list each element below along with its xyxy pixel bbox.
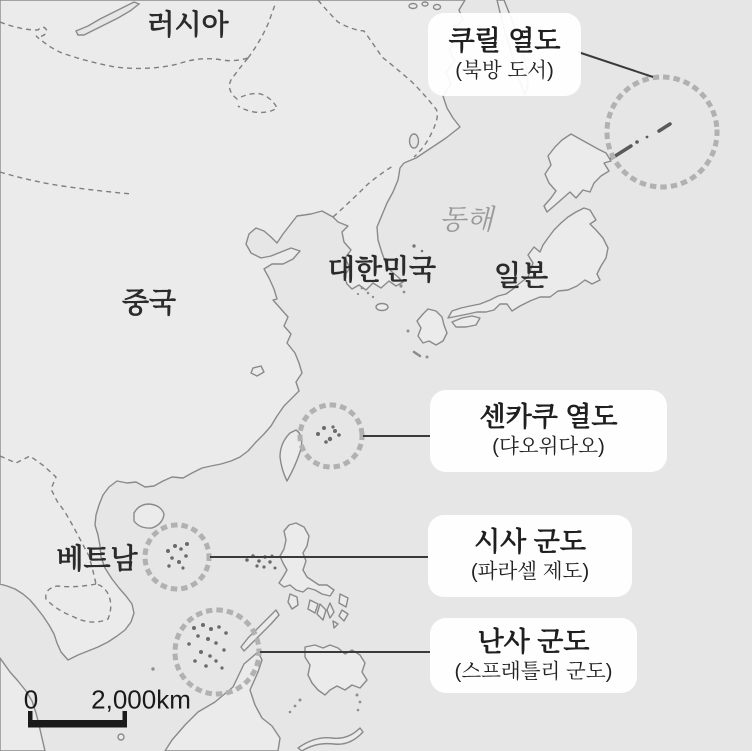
island-callout-title: 난사 군도: [477, 626, 590, 657]
scale-label-end: 2,000km: [91, 684, 191, 715]
country-label-vietnam: 베트남: [56, 543, 138, 574]
coast-jeju: [376, 304, 388, 311]
coast-bohol: [333, 621, 338, 628]
spratly-islands-circle: [175, 610, 259, 694]
islet-natuna: [118, 734, 124, 740]
islet-okhotsk-1: [409, 4, 417, 9]
island-callout-subtitle: (북방 도서): [455, 58, 554, 82]
sea-label-east-sea: 동해: [438, 203, 494, 236]
coast-luzon: [279, 523, 334, 596]
country-label-russia: 러시아: [147, 9, 229, 40]
coast-sulawesi: [298, 728, 363, 751]
coast-palawan: [241, 610, 279, 651]
coast-samar: [339, 594, 348, 607]
islet-okhotsk-3: [434, 5, 441, 10]
lake-khanka: [410, 134, 419, 148]
islet-ryukyu: [414, 352, 420, 356]
kuril-islets: [612, 124, 670, 158]
island-callout-subtitle: (스프래틀리 군도): [454, 659, 613, 683]
island-callout-title: 쿠릴 열도: [448, 25, 561, 56]
senkaku-islets: [316, 425, 341, 443]
coast-cebu: [327, 603, 334, 618]
coast-panay: [308, 600, 318, 613]
kuril-leader-line: [578, 52, 653, 77]
paracel-islands-circle: [145, 525, 209, 589]
island-callout-spratly: [430, 618, 637, 693]
spratly-islets: [187, 623, 228, 670]
island-callout-title: 시사 군도: [474, 527, 586, 558]
coast-hokkaido: [544, 134, 611, 212]
coast-mindoro: [288, 594, 298, 609]
country-label-china: 중국: [121, 287, 177, 318]
country-label-south-korea: 대한민국: [327, 254, 437, 285]
island-callout-subtitle: (파라셀 제도): [470, 560, 590, 584]
paracel-islets: [166, 542, 189, 570]
coast-leyte: [339, 610, 348, 621]
coast-malay-peninsula: [0, 658, 45, 751]
island-callout-paracel: [428, 515, 632, 597]
kuril-islands-circle: [607, 77, 717, 187]
coast-hainan: [134, 504, 164, 528]
scale-label-start: 0: [23, 684, 39, 715]
coast-kyushu: [417, 309, 447, 345]
coast-shikoku: [452, 316, 480, 327]
islet-okhotsk-2: [422, 2, 428, 6]
island-callout-senkaku: [430, 390, 667, 472]
island-callout-subtitle: (댜오위다오): [492, 435, 605, 459]
coast-negros: [317, 604, 326, 620]
island-callout-title: 센카쿠 열도: [479, 402, 618, 433]
island-callout-kuril: [428, 13, 581, 96]
senkaku-islands-circle: [300, 405, 362, 467]
country-label-japan: 일본: [493, 260, 549, 291]
